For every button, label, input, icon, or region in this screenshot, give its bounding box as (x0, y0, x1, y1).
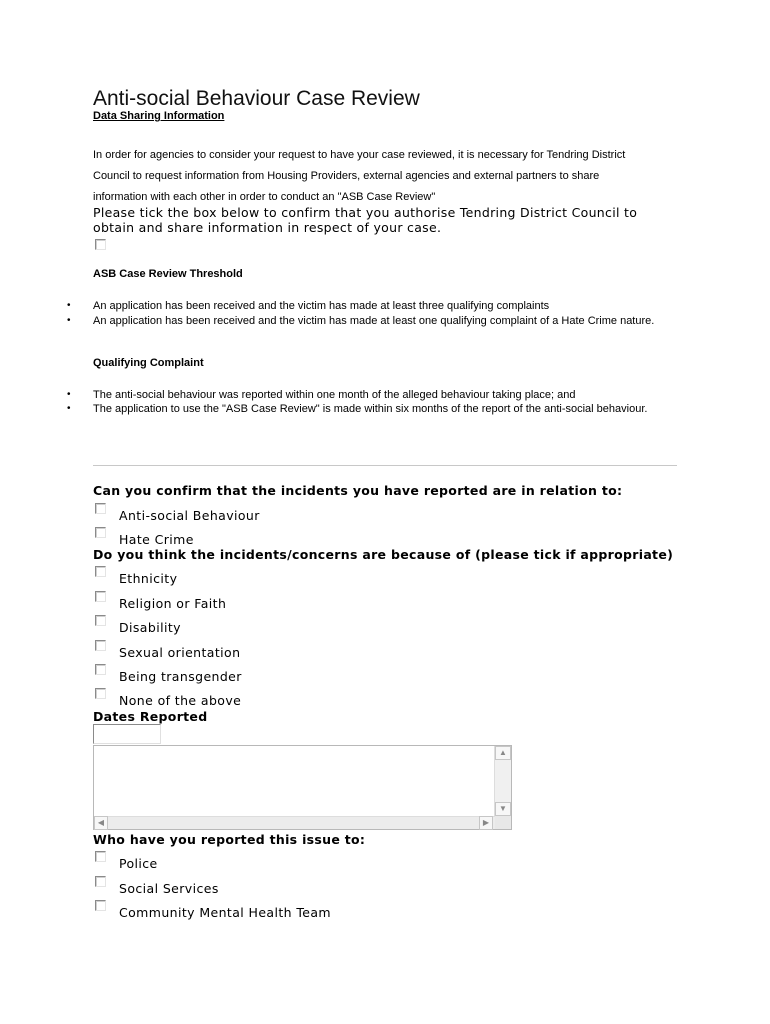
q1-option-asb: Anti-social Behaviour (119, 508, 260, 523)
q2-question: Do you think the incidents/concerns are because of (please tick if appropriate) (93, 547, 674, 562)
q3-checkbox-police[interactable] (95, 851, 106, 862)
q2-option-religion: Religion or Faith (119, 596, 227, 611)
page-title: Anti-social Behaviour Case Review (93, 87, 420, 110)
authorise-line-2: obtain and share information in respect of your case. (93, 220, 442, 235)
dates-reported-input[interactable] (93, 724, 161, 744)
threshold-heading: ASB Case Review Threshold (93, 268, 243, 280)
scrollbar-corner (495, 816, 511, 829)
q3-option-social-services: Social Services (119, 881, 219, 896)
q1-option-hate-crime: Hate Crime (119, 532, 194, 547)
bullet-icon: • (67, 389, 71, 400)
q3-option-cmht: Community Mental Health Team (119, 905, 331, 920)
q2-option-disability: Disability (119, 620, 181, 635)
vertical-scrollbar[interactable] (494, 746, 511, 816)
data-sharing-subtitle: Data Sharing Information (93, 110, 225, 122)
qualifying-heading: Qualifying Complaint (93, 357, 204, 369)
authorise-text (93, 205, 673, 235)
scroll-left-icon[interactable]: ◀ (94, 816, 108, 830)
q3-question: Who have you reported this issue to: (93, 832, 366, 847)
q1-question: Can you confirm that the incidents you have reported are in relation to: (93, 483, 623, 498)
q2-checkbox-sexual-orientation[interactable] (95, 640, 106, 651)
q1-checkbox-hate-crime[interactable] (95, 527, 106, 538)
q2-checkbox-ethnicity[interactable] (95, 566, 106, 577)
bullet-icon: • (67, 300, 71, 311)
intro-line-1: In order for agencies to consider your request to have your case reviewed, it is necessary for Tendring District (93, 149, 626, 161)
q2-option-transgender: Being transgender (119, 669, 242, 684)
authorise-checkbox[interactable] (95, 239, 106, 250)
q3-checkbox-cmht[interactable] (95, 900, 106, 911)
horizontal-scrollbar[interactable] (94, 816, 495, 829)
bullet-icon: • (67, 315, 71, 326)
q3-checkbox-social-services[interactable] (95, 876, 106, 887)
intro-line-2: Council to request information from Housing Providers, external agencies and external partners to share (93, 170, 600, 182)
bullet-icon: • (67, 403, 71, 414)
q2-checkbox-none[interactable] (95, 688, 106, 699)
q1-checkbox-asb[interactable] (95, 503, 106, 514)
dates-reported-textarea[interactable] (93, 745, 512, 830)
threshold-item-1: An application has been received and the victim has made at least three qualifying complaints (93, 300, 550, 312)
authorise-line-1: Please tick the box below to confirm that you authorise Tendring District Council to (93, 205, 638, 220)
intro-line-3: information with each other in order to conduct an "ASB Case Review" (93, 191, 436, 203)
scroll-down-icon[interactable]: ▼ (495, 802, 511, 816)
q2-checkbox-religion[interactable] (95, 591, 106, 602)
qualifying-item-1: The anti-social behaviour was reported within one month of the alleged behaviour taking place; and (93, 389, 576, 401)
section-divider (93, 465, 677, 466)
q2-option-none: None of the above (119, 693, 242, 708)
q2-checkbox-disability[interactable] (95, 615, 106, 626)
q3-option-police: Police (119, 856, 158, 871)
threshold-item-2: An application has been received and the victim has made at least one qualifying complaint of a Hate Crime nature. (93, 315, 655, 327)
qualifying-item-2: The application to use the "ASB Case Review" is made within six months of the report of the anti-social behaviour. (93, 403, 648, 415)
q2-checkbox-transgender[interactable] (95, 664, 106, 675)
q2-option-ethnicity: Ethnicity (119, 571, 178, 586)
dates-reported-label: Dates Reported (93, 709, 208, 724)
q2-option-sexual-orientation: Sexual orientation (119, 645, 241, 660)
scroll-right-icon[interactable]: ▶ (479, 816, 493, 830)
scroll-up-icon[interactable]: ▲ (495, 746, 511, 760)
